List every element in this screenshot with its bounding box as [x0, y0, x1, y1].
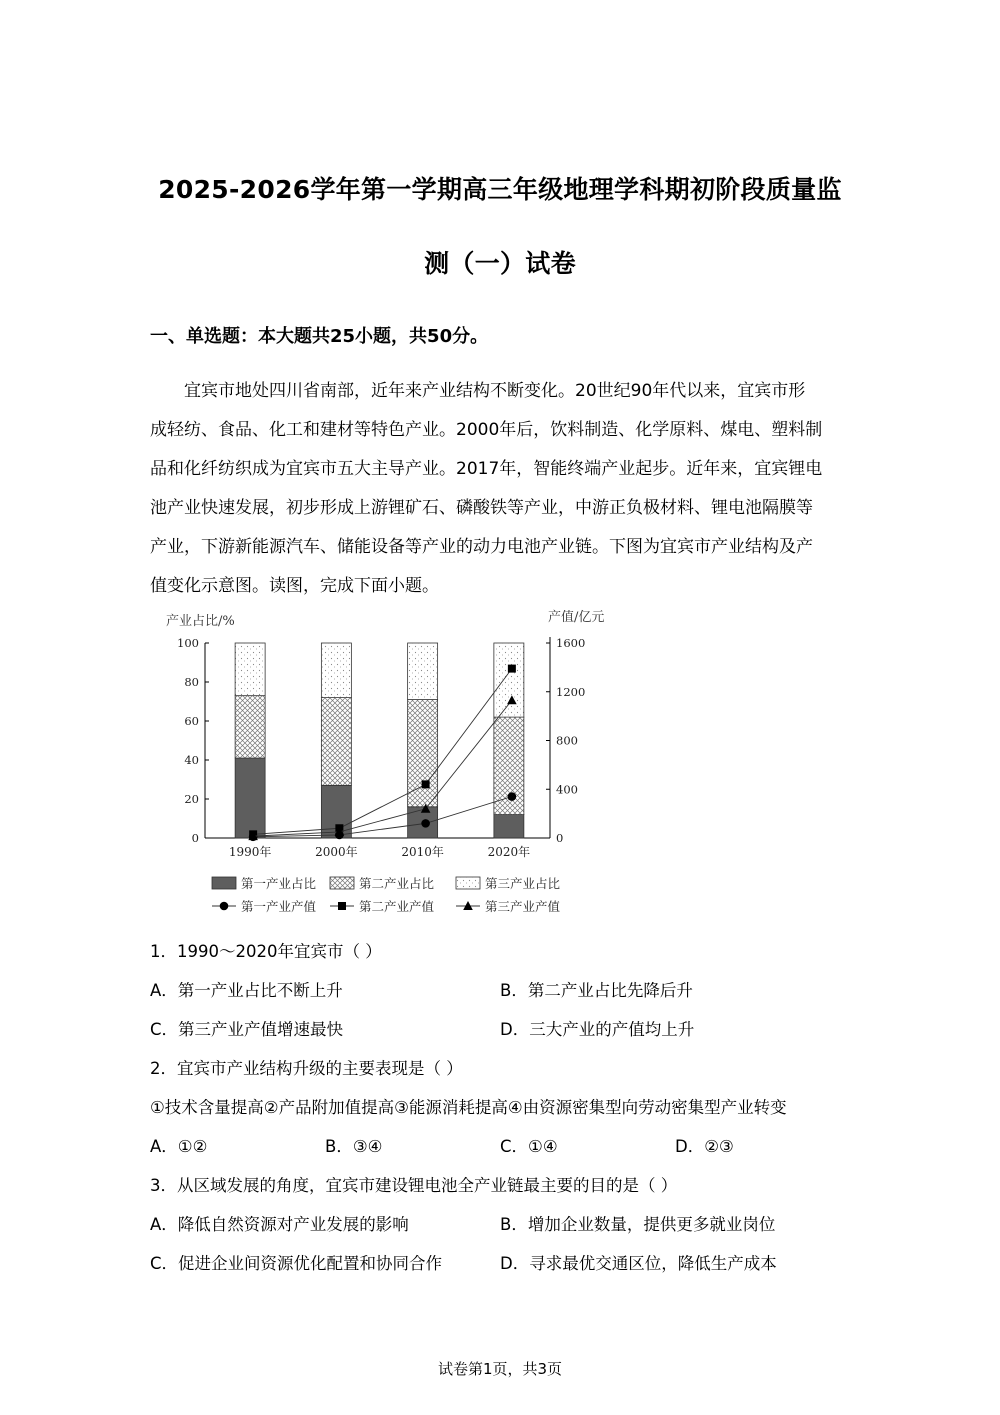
q2-option-c[interactable]: C．①④ [500, 1137, 558, 1156]
bar-segment [321, 643, 351, 698]
passage-line: 品和化纤纺织成为宜宾市五大主导产业。2017年，智能终端产业起步。近年来，宜宾锂电 [150, 459, 823, 479]
right-tick-label: 0 [556, 831, 564, 845]
bar-segment [321, 698, 351, 786]
section-heading: 一、单选题：本大题共25小题，共50分。 [150, 326, 489, 347]
marker-circle [421, 819, 430, 828]
bar-segment [408, 643, 438, 700]
series-line [253, 797, 512, 837]
bar-segment [408, 700, 438, 807]
q1-option-d[interactable]: D．三大产业的产值均上升 [500, 1020, 695, 1039]
bar-segment [494, 643, 524, 717]
legend-label: 第二产业产值 [359, 899, 435, 914]
industry-structure-chart [150, 603, 620, 927]
q1-option-c[interactable]: C．第三产业产值增速最快 [150, 1020, 344, 1039]
question-2-statements: ①技术含量提高②产品附加值提高③能源消耗提高④由资源密集型向劳动密集型产业转变 [150, 1098, 787, 1117]
passage-line: 产业，下游新能源汽车、储能设备等产业的动力电池产业链。下图为宜宾市产业结构及产 [150, 537, 813, 557]
legend-label: 第三产业占比 [485, 876, 561, 891]
passage-line: 宜宾市地处四川省南部，近年来产业结构不断变化。20世纪90年代以来，宜宾市形 [184, 381, 806, 401]
bar-segment [235, 696, 265, 758]
x-tick-label: 1990年 [228, 845, 272, 859]
right-tick-label: 800 [556, 733, 578, 748]
passage-line: 成轻纺、食品、化工和建材等特色产业。2000年后，饮料制造、化学原料、煤电、塑料制 [150, 420, 823, 440]
legend-label: 第一产业产值 [241, 899, 317, 914]
legend-label: 第三产业产值 [485, 899, 561, 914]
left-tick-label: 20 [184, 792, 199, 806]
page-footer: 试卷第1页，共3页 [437, 1360, 563, 1378]
left-axis-label: 产业占比/% [166, 614, 235, 629]
q1-option-a[interactable]: A．第一产业占比不断上升 [150, 981, 343, 1000]
question-2-stem: 2．宜宾市产业结构升级的主要表现是（ ） [150, 1059, 463, 1078]
bar-segment [494, 717, 524, 815]
passage-line: 值变化示意图。读图，完成下面小题。 [150, 576, 439, 596]
marker-square [338, 902, 346, 910]
reading-passage [150, 372, 850, 606]
bar-segment [494, 815, 524, 838]
left-tick-label: 100 [177, 636, 199, 650]
left-tick-label: 80 [184, 675, 199, 689]
left-tick-label: 60 [184, 714, 199, 728]
legend-label: 第一产业占比 [241, 876, 317, 891]
bar-segment [235, 643, 265, 696]
left-tick-label: 40 [184, 753, 199, 767]
q3-option-a[interactable]: A．降低自然资源对产业发展的影响 [150, 1215, 409, 1234]
left-tick-label: 0 [191, 831, 199, 845]
marker-square [508, 665, 516, 673]
bar-segment [235, 758, 265, 838]
q1-option-b[interactable]: B．第二产业占比先降后升 [500, 981, 693, 1000]
exam-title-line2: 测（一）试卷 [424, 249, 576, 278]
legend-swatch [212, 877, 236, 889]
q2-option-b[interactable]: B．③④ [325, 1137, 383, 1156]
question-3-stem: 3．从区域发展的角度，宜宾市建设锂电池全产业链最主要的目的是（ ） [150, 1176, 678, 1195]
series-line [253, 669, 512, 835]
x-tick-label: 2000年 [315, 845, 358, 859]
q3-option-c[interactable]: C．促进企业间资源优化配置和协同合作 [150, 1254, 443, 1273]
right-axis-label: 产值/亿元 [548, 610, 605, 625]
q2-option-a[interactable]: A．①② [150, 1137, 208, 1156]
passage-line: 池产业快速发展，初步形成上游锂矿石、磷酸铁等产业，中游正负极材料、锂电池隔膜等 [150, 498, 813, 518]
q3-option-b[interactable]: B．增加企业数量，提供更多就业岗位 [500, 1215, 776, 1234]
right-tick-label: 400 [556, 782, 578, 797]
question-1-stem: 1．1990～2020年宜宾市（ ） [150, 942, 382, 961]
legend-swatch [456, 877, 480, 889]
right-tick-label: 1600 [556, 636, 586, 650]
marker-square [422, 780, 430, 788]
x-tick-label: 2010年 [401, 845, 444, 859]
legend-label: 第二产业占比 [359, 876, 435, 891]
marker-circle [508, 792, 517, 801]
q3-option-d[interactable]: D．寻求最优交通区位，降低生产成本 [500, 1254, 777, 1273]
legend-swatch [330, 877, 354, 889]
q2-option-d[interactable]: D．②③ [675, 1137, 734, 1156]
x-tick-label: 2020年 [487, 845, 531, 859]
chart-svg [150, 603, 620, 923]
right-tick-label: 1200 [556, 684, 586, 699]
marker-circle [220, 902, 229, 911]
exam-title-line1: 2025-2026学年第一学期高三年级地理学科期初阶段质量监 [158, 175, 842, 204]
